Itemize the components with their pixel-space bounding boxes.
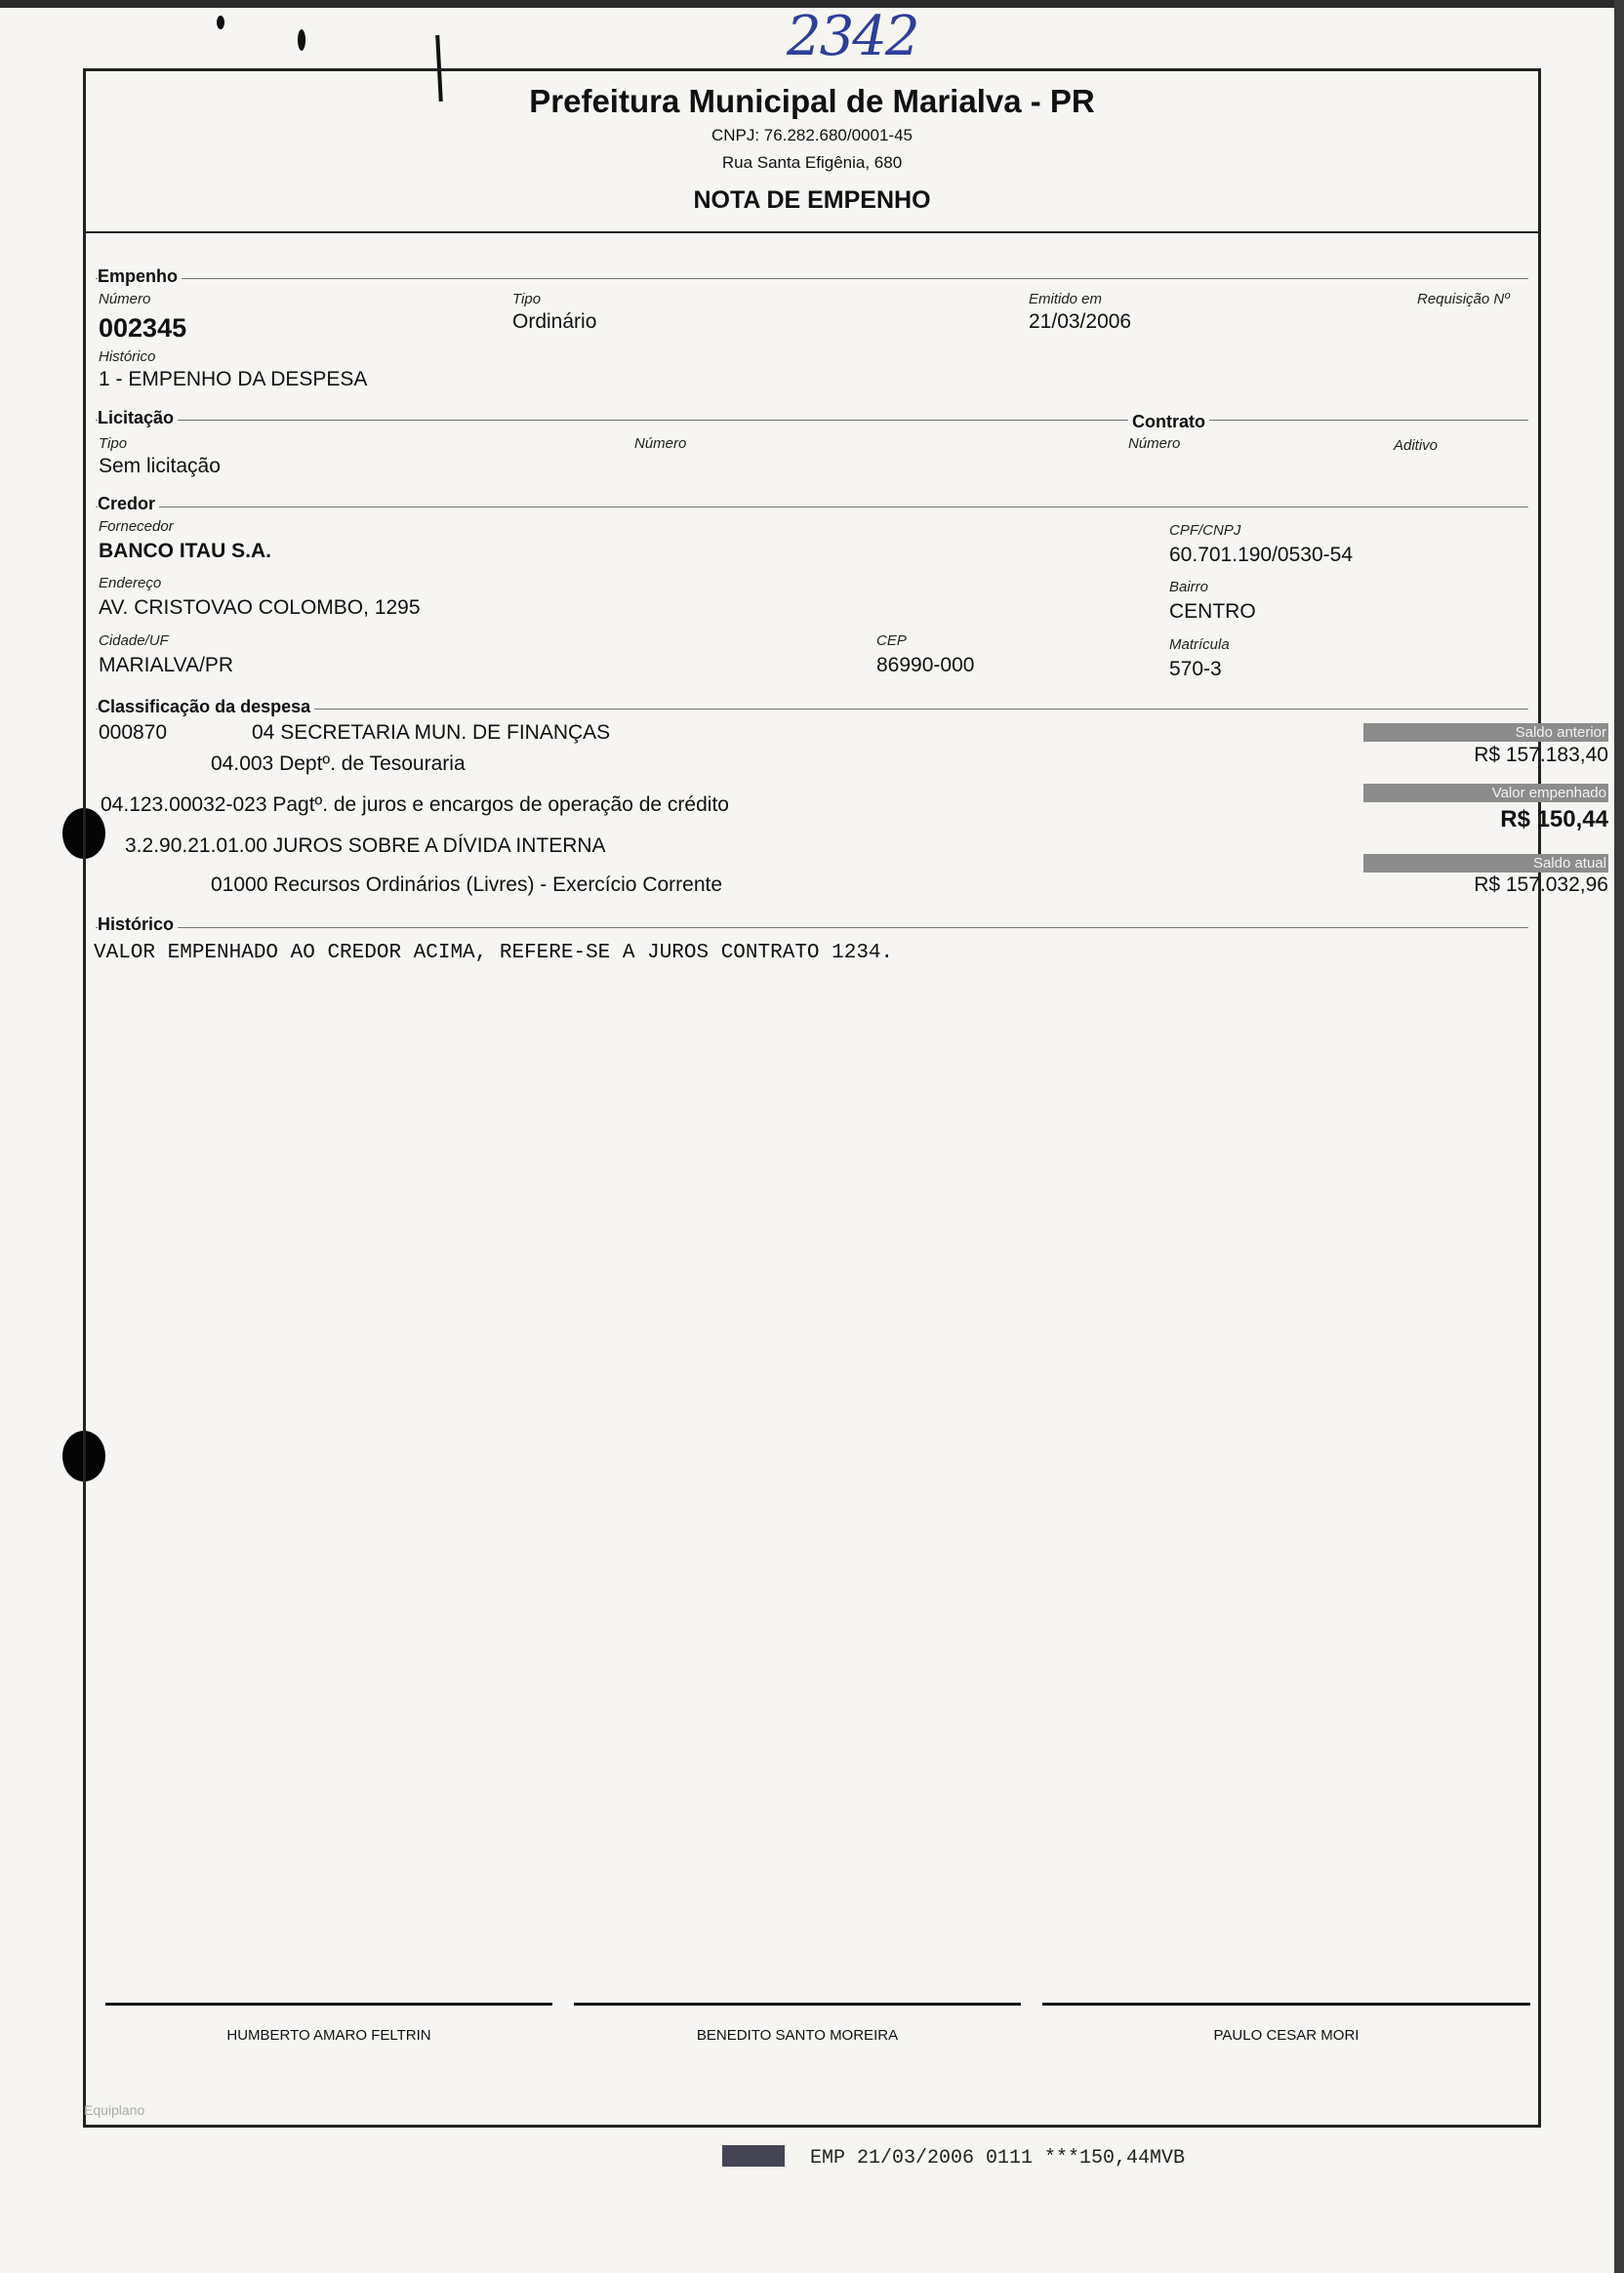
header-address: Rua Santa Efigênia, 680 [721,153,903,172]
cpf-cnpj: 60.701.190/0530-54 [1169,544,1354,566]
requisicao-label: Requisição Nº [1417,291,1510,307]
licitacao-numero-label: Número [634,435,687,452]
section-empenho: Empenho [98,266,182,287]
saldo-anterior-label: Saldo anterior [1363,723,1608,742]
matricula-label: Matrícula [1169,636,1230,653]
empenho-historico: 1 - EMPENHO DA DESPESA [99,368,368,390]
contrato-aditivo-label: Aditivo [1394,437,1439,454]
software-watermark: Equiplano [84,2102,145,2118]
section-contrato: Contrato [1128,412,1209,432]
classificacao-departamento: 04.003 Deptº. de Tesouraria [211,752,466,775]
section-classificacao: Classificação da despesa [98,697,314,717]
section-historico: Histórico [98,914,178,935]
empenho-tipo-label: Tipo [512,291,542,307]
signature-line [1042,2003,1530,2006]
signature-name-1: HUMBERTO AMARO FELTRIN [226,2027,431,2044]
classificacao-code: 000870 [99,721,168,744]
scan-speck [217,16,224,29]
empenho-numero: 002345 [99,313,187,343]
empenho-tipo: Ordinário [512,310,597,333]
endereco-label: Endereço [99,575,162,591]
saldo-atual: R$ 157.032,96 [1474,873,1608,896]
cidade-label: Cidade/UF [99,632,169,649]
saldo-atual-label: Saldo atual [1363,854,1608,873]
handwritten-number: 2342 [787,5,918,68]
empenho-numero-label: Número [99,291,151,307]
classificacao-secretaria: 04 SECRETARIA MUN. DE FINANÇAS [252,721,611,744]
section-rule [96,927,1528,928]
bairro-label: Bairro [1169,579,1209,595]
fornecedor-label: Fornecedor [99,518,174,535]
signature-name-3: PAULO CESAR MORI [1213,2027,1360,2044]
licitacao-tipo: Sem licitação [99,455,221,477]
classificacao-programa: 04.123.00032-023 Pagtº. de juros e encargos de operação de crédito [101,793,729,816]
empenho-historico-label: Histórico [99,348,156,365]
page-title: Prefeitura Municipal de Marialva - PR [529,83,1095,119]
section-licitacao: Licitação [98,408,178,428]
classificacao-recurso: 01000 Recursos Ordinários (Livres) - Exercício Corrente [211,873,723,896]
signature-name-2: BENEDITO SANTO MOREIRA [696,2027,899,2044]
stamp-logo [722,2145,785,2167]
empenho-emitido-label: Emitido em [1029,291,1103,307]
document-frame [83,68,1608,2128]
cep-label: CEP [876,632,907,649]
cep: 86990-000 [876,654,975,676]
classificacao-elemento: 3.2.90.21.01.00 JUROS SOBRE A DÍVIDA INTERNA [125,834,606,857]
bairro: CENTRO [1169,600,1256,623]
cidade-uf: MARIALVA/PR [99,654,234,676]
saldo-anterior: R$ 157.183,40 [1474,744,1608,766]
section-rule [96,420,1528,421]
historico-text: VALOR EMPENHADO AO CREDOR ACIMA, REFERE-SE A JUROS CONTRATO 1234. [94,942,894,964]
scan-edge-right [1614,0,1624,2273]
header-divider [86,231,1538,233]
scan-speck [298,29,305,51]
document-title: NOTA DE EMPENHO [693,186,931,214]
valor-empenhado-label: Valor empenhado [1363,784,1608,802]
endereco: AV. CRISTOVAO COLOMBO, 1295 [99,596,421,619]
licitacao-tipo-label: Tipo [99,435,128,452]
signature-line [105,2003,552,2006]
empenho-emitido: 21/03/2006 [1029,310,1132,333]
authentication-stamp: EMP 21/03/2006 0111 ***150,44MVB [810,2147,1186,2170]
signature-line [574,2003,1021,2006]
valor-empenhado: R$ 150,44 [1500,806,1608,832]
section-credor: Credor [98,494,159,514]
header-cnpj: CNPJ: 76.282.680/0001-45 [710,126,914,144]
fornecedor: BANCO ITAU S.A. [99,540,271,562]
section-rule [96,278,1528,279]
matricula: 570-3 [1169,658,1222,680]
contrato-numero-label: Número [1128,435,1181,452]
cpf-label: CPF/CNPJ [1169,522,1241,539]
